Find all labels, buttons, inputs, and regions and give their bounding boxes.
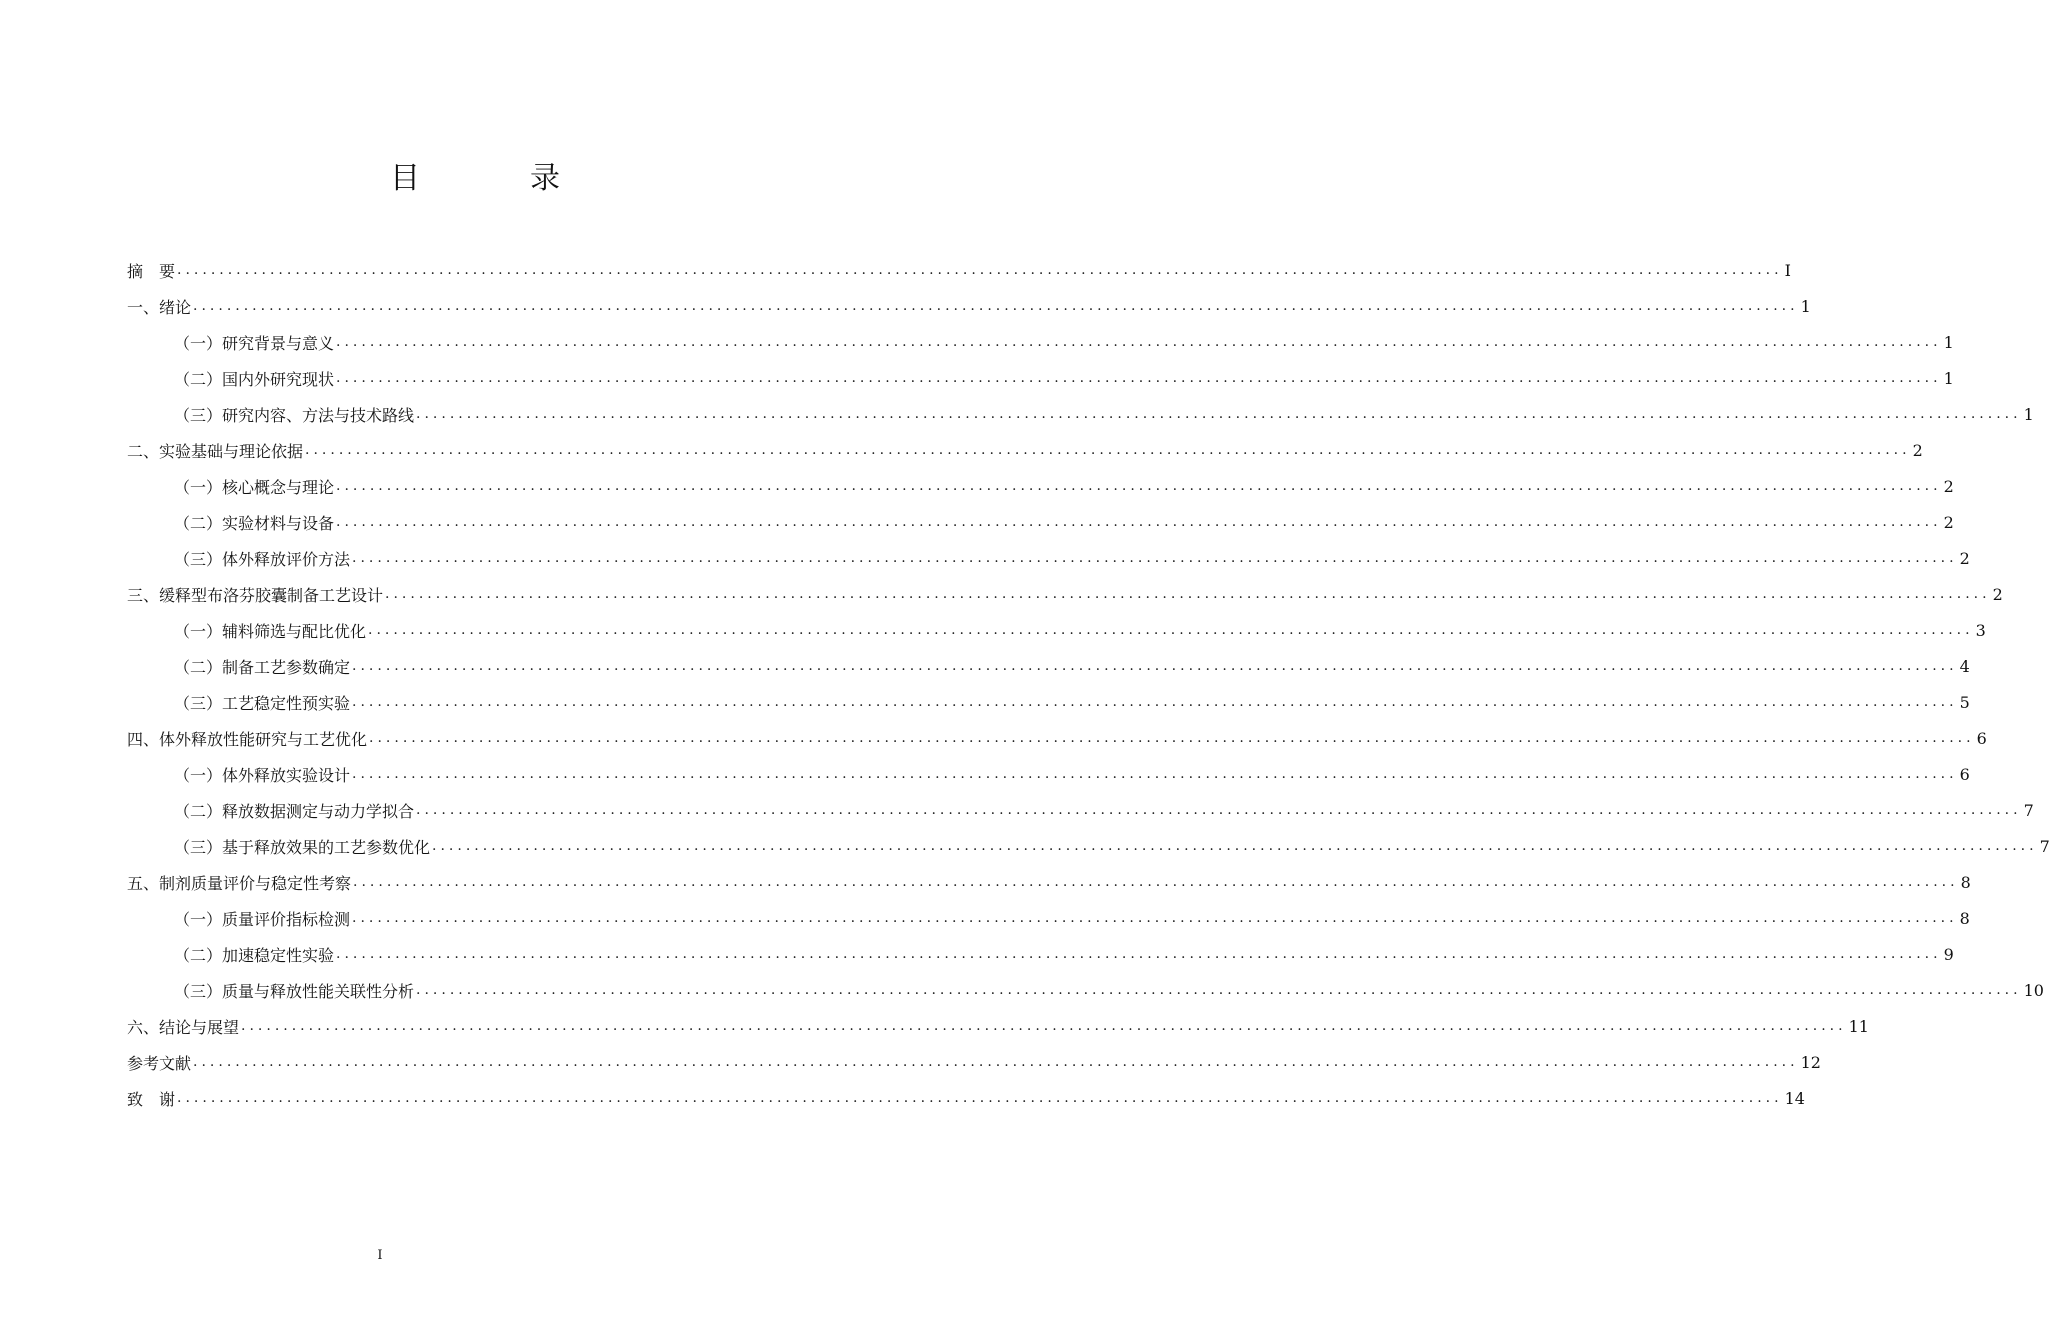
dot-leader: .............................................................................................................................................................................................. bbox=[432, 838, 2038, 854]
toc-entry-label: （三）质量与释放性能关联性分析 bbox=[174, 979, 414, 1002]
toc-entry-section[interactable] bbox=[127, 648, 1970, 684]
toc-entry-label: （二）实验材料与设备 bbox=[174, 511, 334, 534]
toc-entry-label: （二）制备工艺参数确定 bbox=[174, 655, 350, 678]
dot-leader: .............................................................................................................................................................................................. bbox=[193, 1054, 1799, 1070]
toc-entry-section[interactable] bbox=[127, 972, 2044, 1008]
toc-entry-page: 2 bbox=[1943, 476, 1954, 496]
toc-entry-label: （一）研究背景与意义 bbox=[174, 331, 334, 354]
toc-entry-label: （二）释放数据测定与动力学拟合 bbox=[174, 799, 414, 822]
toc-entry-page: 6 bbox=[1976, 728, 1987, 748]
toc-entry-section[interactable] bbox=[127, 936, 1954, 972]
dot-leader: .............................................................................................................................................................................................. bbox=[241, 1018, 1847, 1034]
toc-entry-chapter-1[interactable] bbox=[127, 288, 1811, 324]
toc-entry-page: 1 bbox=[1943, 368, 1954, 388]
toc-entry-section[interactable] bbox=[127, 612, 1986, 648]
toc-entry-label: 一、绪论 bbox=[127, 295, 191, 318]
toc-entry-label: （一）质量评价指标检测 bbox=[174, 907, 350, 930]
toc-entry-page: 8 bbox=[1960, 872, 1971, 892]
dot-leader: .............................................................................................................................................................................................. bbox=[177, 262, 1783, 278]
toc-entry-label: （一）辅料筛选与配比优化 bbox=[174, 619, 366, 642]
dot-leader: .............................................................................................................................................................................................. bbox=[416, 982, 2022, 998]
dot-leader: .............................................................................................................................................................................................. bbox=[336, 370, 1942, 386]
toc-entry-label: 摘 要 bbox=[127, 259, 175, 282]
toc-entry-label: 三、缓释型布洛芬胶囊制备工艺设计 bbox=[127, 583, 383, 606]
dot-leader: .............................................................................................................................................................................................. bbox=[352, 658, 1958, 674]
dot-leader: .............................................................................................................................................................................................. bbox=[305, 442, 1911, 458]
dot-leader: .............................................................................................................................................................................................. bbox=[336, 334, 1942, 350]
dot-leader: .............................................................................................................................................................................................. bbox=[193, 298, 1799, 314]
toc-entry-page: 9 bbox=[1943, 944, 1954, 964]
page-number: I bbox=[377, 1248, 383, 1263]
toc-entry-label: （一）体外释放实验设计 bbox=[174, 763, 350, 786]
toc-entry-label: 六、结论与展望 bbox=[127, 1015, 239, 1038]
toc-entry-section[interactable] bbox=[127, 396, 2034, 432]
toc-entry-label: 致 谢 bbox=[127, 1087, 175, 1110]
toc-entry-page: 7 bbox=[2039, 836, 2050, 856]
dot-leader: .............................................................................................................................................................................................. bbox=[352, 550, 1958, 566]
toc-entry-section[interactable] bbox=[127, 792, 2034, 828]
toc-entry-label: 四、体外释放性能研究与工艺优化 bbox=[127, 727, 367, 750]
dot-leader: .............................................................................................................................................................................................. bbox=[369, 730, 1975, 746]
toc-entry-chapter-3[interactable] bbox=[127, 576, 2003, 612]
toc-entry-acknowledgements[interactable] bbox=[127, 1080, 1805, 1116]
dot-leader: .............................................................................................................................................................................................. bbox=[353, 874, 1959, 890]
toc-entry-page: 2 bbox=[1959, 548, 1970, 568]
toc-entry-chapter-4[interactable] bbox=[127, 720, 1987, 756]
toc-entry-label: 参考文献 bbox=[127, 1051, 191, 1074]
dot-leader: .............................................................................................................................................................................................. bbox=[352, 694, 1958, 710]
toc-entry-label: 五、制剂质量评价与稳定性考察 bbox=[127, 871, 351, 894]
dot-leader: .............................................................................................................................................................................................. bbox=[336, 514, 1942, 530]
toc-entry-page: 12 bbox=[1800, 1052, 1821, 1072]
toc-entry-section[interactable] bbox=[127, 828, 2050, 864]
toc-entry-page: 11 bbox=[1848, 1016, 1869, 1036]
dot-leader: .............................................................................................................................................................................................. bbox=[352, 910, 1958, 926]
toc-entry-section[interactable] bbox=[127, 540, 1970, 576]
toc-entry-page: 14 bbox=[1784, 1088, 1805, 1108]
toc-entry-page: 2 bbox=[1912, 440, 1923, 460]
toc-entry-page: 3 bbox=[1975, 620, 1986, 640]
toc-entry-page: I bbox=[1784, 260, 1791, 280]
toc-entry-page: 2 bbox=[1992, 584, 2003, 604]
toc-entry-label: （三）工艺稳定性预实验 bbox=[174, 691, 350, 714]
toc-entry-chapter-2[interactable] bbox=[127, 432, 1923, 468]
toc-entry-section[interactable] bbox=[127, 360, 1954, 396]
toc-entry-references[interactable] bbox=[127, 1044, 1821, 1080]
dot-leader: .............................................................................................................................................................................................. bbox=[336, 478, 1942, 494]
toc-entry-section[interactable] bbox=[127, 900, 1970, 936]
toc-entry-section[interactable] bbox=[127, 756, 1970, 792]
toc-entry-abstract[interactable] bbox=[127, 252, 1791, 288]
dot-leader: .............................................................................................................................................................................................. bbox=[416, 802, 2022, 818]
toc-entry-page: 6 bbox=[1959, 764, 1970, 784]
toc-entry-page: 1 bbox=[1800, 296, 1811, 316]
toc-entry-label: （二）加速稳定性实验 bbox=[174, 943, 334, 966]
toc-entry-chapter-6[interactable] bbox=[127, 1008, 1869, 1044]
toc-entry-page: 2 bbox=[1943, 512, 1954, 532]
dot-leader: .............................................................................................................................................................................................. bbox=[416, 406, 2022, 422]
toc-entry-section[interactable] bbox=[127, 504, 1954, 540]
toc-entry-label: （二）国内外研究现状 bbox=[174, 367, 334, 390]
toc-entry-label: （三）体外释放评价方法 bbox=[174, 547, 350, 570]
dot-leader: .............................................................................................................................................................................................. bbox=[177, 1090, 1783, 1106]
toc-entry-page: 10 bbox=[2023, 980, 2044, 1000]
toc-entry-chapter-5[interactable] bbox=[127, 864, 1971, 900]
table-of-contents bbox=[127, 252, 2050, 1116]
toc-entry-page: 1 bbox=[2023, 404, 2034, 424]
toc-entry-label: （三）基于释放效果的工艺参数优化 bbox=[174, 835, 430, 858]
toc-entry-page: 4 bbox=[1959, 656, 1970, 676]
toc-entry-page: 8 bbox=[1959, 908, 1970, 928]
page-title: 目 录 bbox=[390, 161, 600, 196]
dot-leader: .............................................................................................................................................................................................. bbox=[368, 622, 1974, 638]
toc-entry-page: 5 bbox=[1959, 692, 1970, 712]
toc-entry-label: （三）研究内容、方法与技术路线 bbox=[174, 403, 414, 426]
toc-entry-page: 1 bbox=[1943, 332, 1954, 352]
toc-entry-label: （一）核心概念与理论 bbox=[174, 475, 334, 498]
toc-entry-section[interactable] bbox=[127, 324, 1954, 360]
dot-leader: .............................................................................................................................................................................................. bbox=[336, 946, 1942, 962]
toc-entry-page: 7 bbox=[2023, 800, 2034, 820]
toc-entry-section[interactable] bbox=[127, 684, 1970, 720]
dot-leader: .............................................................................................................................................................................................. bbox=[352, 766, 1958, 782]
dot-leader: .............................................................................................................................................................................................. bbox=[385, 586, 1991, 602]
toc-entry-label: 二、实验基础与理论依据 bbox=[127, 439, 303, 462]
toc-entry-section[interactable] bbox=[127, 468, 1954, 504]
